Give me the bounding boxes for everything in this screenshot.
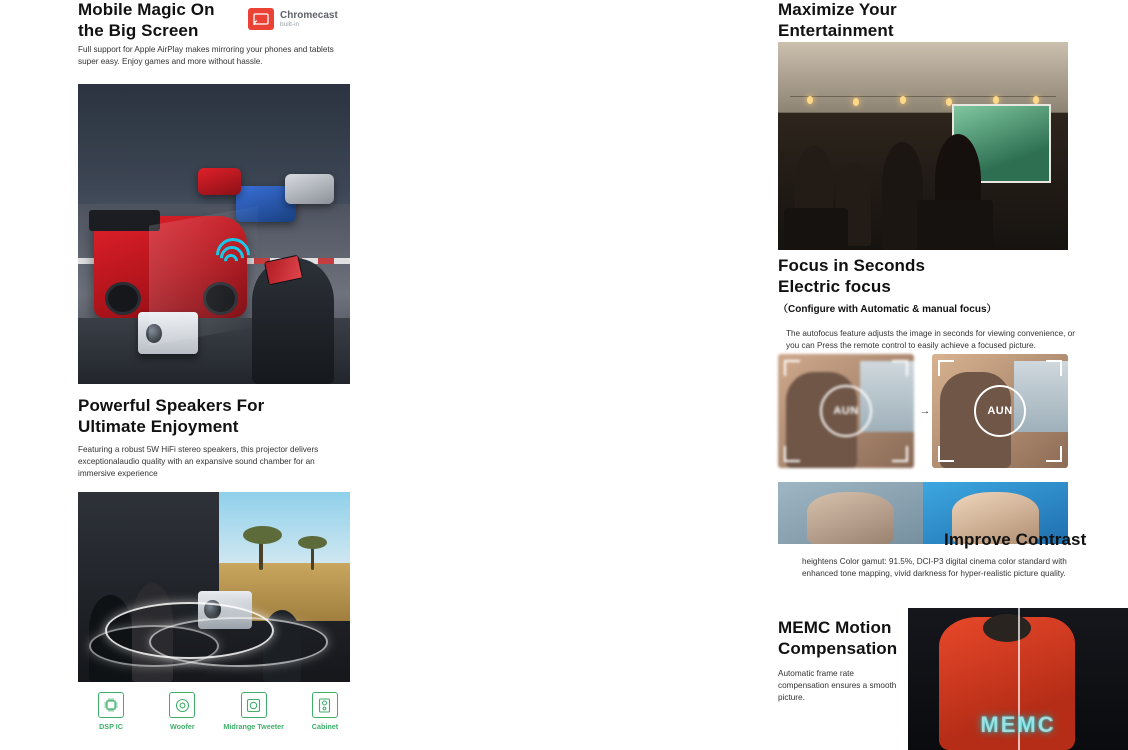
spec-label: Cabinet xyxy=(311,722,339,731)
contrast-before xyxy=(778,482,923,544)
contrast-heading: Improve Contrast xyxy=(944,530,1087,549)
spec-label: Woofer xyxy=(170,722,195,731)
speakers-heading-line1: Powerful Speakers For xyxy=(78,396,265,415)
spec-dsp-ic xyxy=(78,692,144,750)
spec-midrange-tweeter xyxy=(221,692,287,750)
maximize-heading-line2: Entertainment xyxy=(778,20,894,40)
memc-heading xyxy=(778,618,938,659)
spec-label: DSP IC xyxy=(99,722,123,731)
memc-image xyxy=(908,608,1128,750)
focus-heading-line1: Focus in Seconds xyxy=(778,256,926,275)
outdoor-movie-image xyxy=(778,42,1068,250)
memc-heading-line2: Compensation xyxy=(778,638,898,658)
focus-heading-line2: Electric focus xyxy=(778,276,891,296)
chromecast-subtitle: built-in xyxy=(280,20,300,28)
spec-cabinet xyxy=(292,692,358,750)
chip-icon xyxy=(98,692,124,718)
focus-after-image xyxy=(932,354,1068,468)
family-projector-image xyxy=(78,492,350,682)
chromecast-icon xyxy=(248,8,274,30)
mobile-magic-heading xyxy=(78,0,258,41)
focus-arrow-icon: → xyxy=(919,405,931,417)
spec-label: Midrange Tweeter xyxy=(223,722,284,731)
mobile-magic-heading-line1: Mobile Magic On xyxy=(78,0,215,19)
chromecast-badge xyxy=(248,4,360,34)
focus-body: The autofocus feature adjusts the image in seconds for viewing convenience, or you can Press the remote control to easily achieve a focused picture. xyxy=(786,329,1076,350)
focus-after-label: AUN xyxy=(974,385,1026,437)
focus-before-label: AUN xyxy=(820,385,872,437)
right-column xyxy=(378,0,1087,750)
focus-note: （Configure with Automatic & manual focus） xyxy=(778,304,997,315)
maximize-heading-line1: Maximize Your xyxy=(778,0,897,19)
tweeter-icon xyxy=(241,692,267,718)
speaker-spec-row xyxy=(78,692,358,750)
mobile-magic-heading-line2: the Big Screen xyxy=(78,20,199,40)
speakers-heading-line2: Ultimate Enjoyment xyxy=(78,416,239,436)
maximize-heading xyxy=(778,0,978,41)
focus-heading xyxy=(778,256,1008,297)
focus-before-image xyxy=(778,354,914,468)
cabinet-icon xyxy=(312,692,338,718)
memc-overlay-text: MEMC xyxy=(980,712,1056,737)
speakers-body: Featuring a robust 5W HiFi stereo speakers, this projector delivers exceptionalaudio quality with an expansive sound chamber for an immersive experience xyxy=(78,445,319,478)
memc-heading-line1: MEMC Motion xyxy=(778,618,892,637)
left-column xyxy=(0,0,372,750)
focus-comparison xyxy=(778,354,1068,468)
spec-woofer xyxy=(149,692,215,750)
racing-projection-image xyxy=(78,84,350,384)
mobile-magic-body: Full support for Apple AirPlay makes mirroring your phones and tablets super easy. Enjoy games and more without hassle. xyxy=(78,45,334,66)
memc-body: Automatic frame rate compensation ensures a smooth picture. xyxy=(778,669,897,702)
contrast-body: heightens Color gamut: 91.5%, DCI-P3 digital cinema color standard with enhanced tone mapping, vivid darkness for hyper-realistic picture quality. xyxy=(802,557,1067,578)
wifi-icon xyxy=(220,236,266,276)
chromecast-name: Chromecast xyxy=(280,9,338,21)
speakers-heading xyxy=(78,396,308,437)
speaker-icon xyxy=(169,692,195,718)
